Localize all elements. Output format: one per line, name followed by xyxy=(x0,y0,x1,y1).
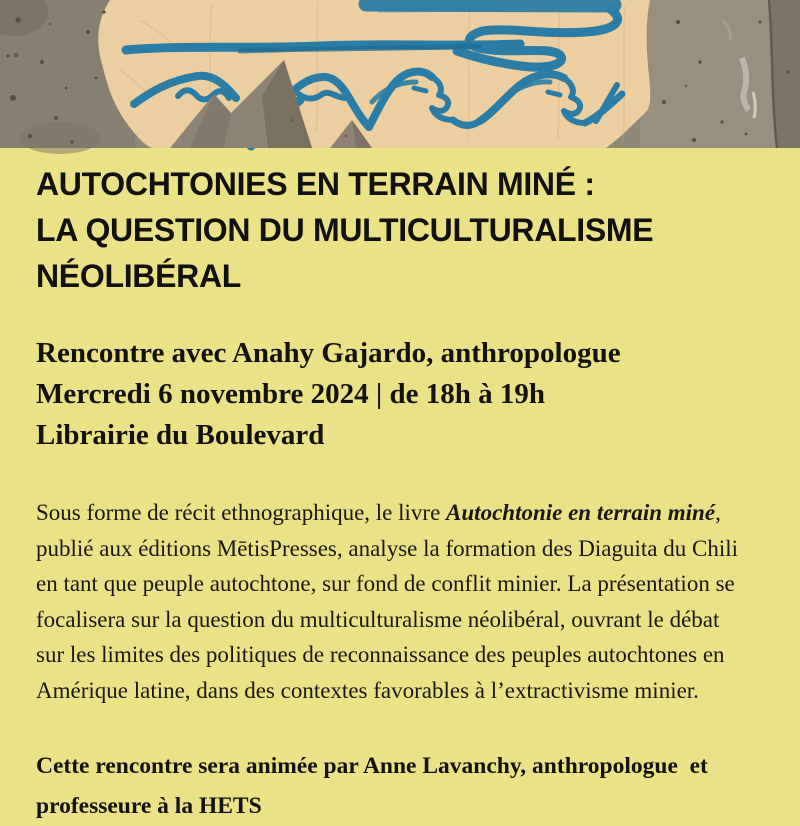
title-line-1: AUTOCHTONIES EN TERRAIN MINÉ : xyxy=(36,166,595,202)
book-title: Autochtonie en terrain miné xyxy=(446,500,716,525)
host-line-1: Cette rencontre sera animée par Anne Lavanchy, anthropologue et xyxy=(36,753,708,779)
poster-content xyxy=(0,161,800,826)
event-speaker: Rencontre avec Anahy Gajardo, anthropologue xyxy=(36,337,621,369)
event-description xyxy=(36,495,770,708)
host-line-2: professeure à la HETS xyxy=(36,793,262,819)
event-host xyxy=(36,746,770,826)
title-line-2: LA QUESTION DU MULTICULTURALISME xyxy=(36,212,654,248)
description-line-6: Amérique latine, dans des contextes favorables à l’extractivisme minier. xyxy=(36,677,699,703)
event-details xyxy=(36,333,770,456)
description-line-3: en tant que peuple autochtone, sur fond de conflit minier. La présentation se xyxy=(36,571,735,596)
description-line-5: sur les limites des politiques de reconnaissance des peuples autochtones en xyxy=(36,642,725,667)
title-line-3: NÉOLIBÉRAL xyxy=(36,258,242,294)
description-line-1 xyxy=(36,495,770,531)
event-location: Librairie du Boulevard xyxy=(36,419,325,451)
description-text-before: Sous forme de récit ethnographique, le livre xyxy=(36,500,447,525)
description-line-4: focalisera sur la question du multiculturalisme néolibéral, ouvrant le débat xyxy=(36,606,720,632)
description-text-comma: , xyxy=(715,500,721,525)
artwork-header xyxy=(0,0,800,148)
wave-artwork-image xyxy=(0,0,800,148)
event-datetime: Mercredi 6 novembre 2024 | de 18h à 19h xyxy=(36,378,546,410)
description-line-2: publié aux éditions MētisPresses, analyse la formation des Diaguita du Chili xyxy=(36,535,739,561)
poster-title xyxy=(36,161,770,299)
